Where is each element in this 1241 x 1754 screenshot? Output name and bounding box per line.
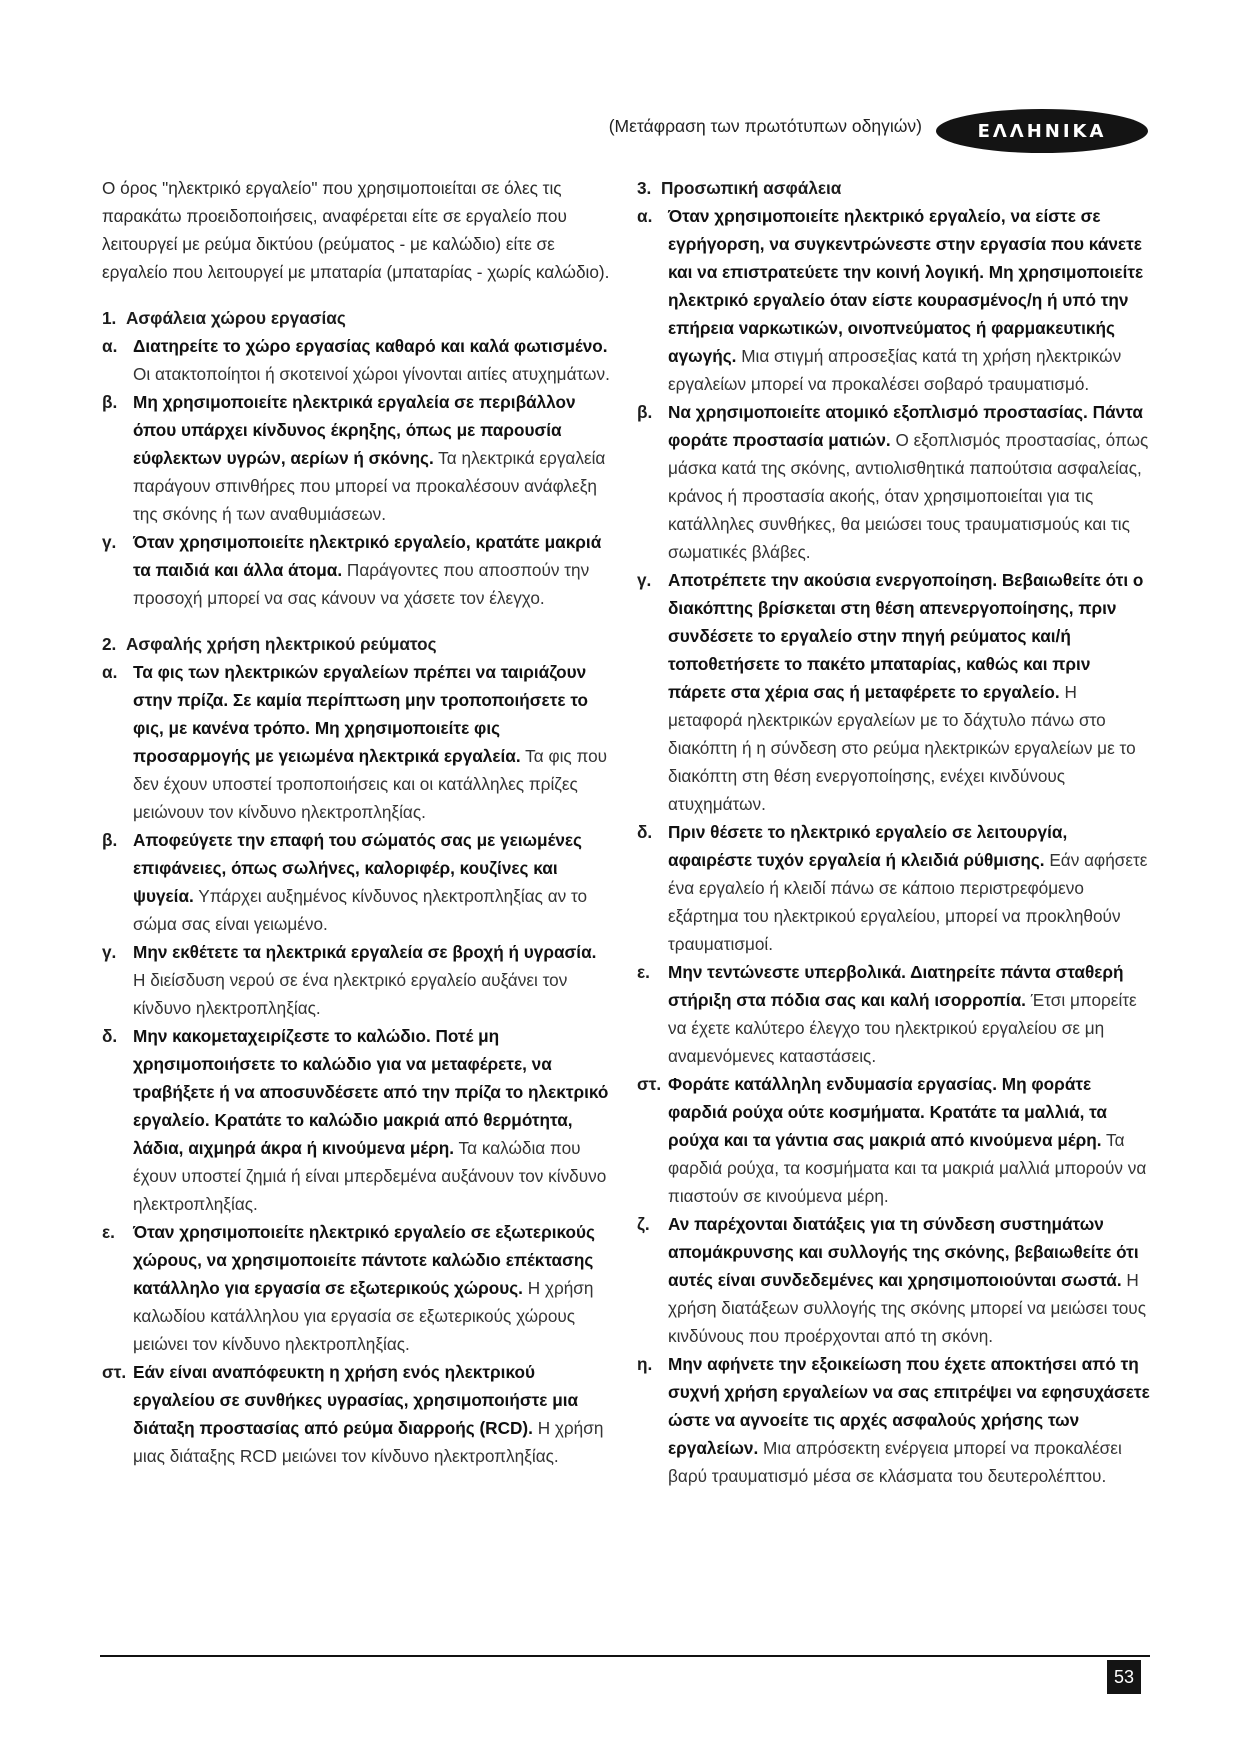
list-item: β. Να χρησιμοποιείτε ατομικό εξοπλισμό προστασίας. Πάντα φοράτε προστασία ματιών. Ο εξοπλισμός προστασίας, όπως μάσκα κατά της σκόνης, αντιολισθητικά παπούτσια ασφαλείας, κράνος ή προστασία ακοής, όταν χρησιμοποιείται για τις κατάλληλες συνθήκες, θα μειώσει τους τραυματισμούς και τις σωματικές βλάβες.: [637, 402, 1149, 562]
section-title: 2. Ασφαλής χρήση ηλεκτρικού ρεύματος: [102, 634, 437, 654]
translation-note: (Μετάφραση των πρωτότυπων οδηγιών): [608, 116, 922, 136]
right-column: [637, 174, 1152, 1490]
intro-paragraph: Ο όρος "ηλεκτρικό εργαλείο" που χρησιμοποιείται σε όλες τις παρακάτω προειδοποιήσεις, αναφέρεται είτε σε εργαλείο που λειτουργεί με ρεύμα δικτύου (ρεύματος - με καλώδιο) είτε σε εργαλείο που λειτουργεί με μπαταρία (μπαταρίας - χωρίς καλώδιο).: [102, 178, 610, 282]
list-item: γ. Αποτρέπετε την ακούσια ενεργοποίηση. Βεβαιωθείτε ότι ο διακόπτης βρίσκεται στη θέση απενεργοποίησης, πριν συνδέσετε το εργαλείο στην πηγή ρεύματος και/ή τοποθετήσετε το πακέτο μπαταρίας, καθώς και πριν πάρετε στα χέρια σας ή μεταφέρετε το εργαλείο. Η μεταφορά ηλεκτρικών εργαλείων με το δάχτυλο πάνω στο διακόπτη ή η σύνδεση στο ρεύμα ηλεκτρικών εργαλείων με το διακόπτη στη θέση ενεργοποίησης, ενέχει κινδύνους ατυχημάτων.: [637, 570, 1144, 814]
page-number: 53: [1107, 1660, 1141, 1694]
list-item: γ. Μην εκθέτετε τα ηλεκτρικά εργαλεία σε βροχή ή υγρασία. Η διείσδυση νερού σε ένα ηλεκτρικό εργαλείο αυξάνει τον κίνδυνο ηλεκτροπληξίας.: [102, 942, 597, 1018]
list-item: ε. Όταν χρησιμοποιείτε ηλεκτρικό εργαλείο σε εξωτερικούς χώρους, να χρησιμοποιείτε πάντοτε καλώδιο επέκτασης κατάλληλο για εργασία σε εξωτερικούς χώρους. Η χρήση καλωδίου κατάλληλου για εργασία σε εξωτερικούς χώρους μειώνει τον κίνδυνο ηλεκτροπληξίας.: [102, 1222, 595, 1354]
list-item: δ. Πριν θέσετε το ηλεκτρικό εργαλείο σε λειτουργία, αφαιρέστε τυχόν εργαλεία ή κλειδιά ρύθμισης. Εάν αφήσετε ένα εργαλείο ή κλειδί πάνω σε κάποιο περιστρεφόμενο εξάρτημα του ηλεκτρικού εργαλείου, μπορεί να προκληθούν τραυματισμοί.: [637, 822, 1148, 954]
section-title: 3. Προσωπική ασφάλεια: [637, 178, 842, 198]
list-item: η. Μην αφήνετε την εξοικείωση που έχετε αποκτήσει από τη συχνή χρήση εργαλείων να σας επιτρέψει να εφησυχάσετε ώστε να αγνοείτε τις αρχές ασφαλούς χρήσης των εργαλείων. Μια απρόσεκτη ενέργεια μπορεί να προκαλέσει βαρύ τραυματισμό μέσα σε κλάσματα του δευτερολέπτου.: [637, 1354, 1150, 1486]
left-column: [102, 174, 610, 1470]
list-item: ε. Μην τεντώνεστε υπερβολικά. Διατηρείτε πάντα σταθερή στήριξη στα πόδια σας και καλή ισορροπία. Έτσι μπορείτε να έχετε καλύτερο έλεγχο του ηλεκτρικού εργαλείου σε μη αναμενόμενες καταστάσεις.: [637, 962, 1137, 1066]
language-badge: ΕΛΛΗΝΙΚΑ: [936, 109, 1148, 153]
section-work-area: [102, 304, 610, 612]
section-personal-safety: [637, 174, 1152, 1490]
list-item: ζ. Αν παρέχονται διατάξεις για τη σύνδεση συστημάτων απομάκρυνσης και συλλογής της σκόνης, βεβαιωθείτε ότι αυτές είναι συνδεδεμένες και χρησιμοποιούνται σωστά. Η χρήση διατάξεων συλλογής της σκόνης μπορεί να μειώσει τους κινδύνους που προέρχονται από τη σκόνη.: [637, 1214, 1146, 1346]
footer-divider: [100, 1655, 1150, 1657]
list-item: β. Αποφεύγετε την επαφή του σώματός σας με γειωμένες επιφάνειες, όπως σωλήνες, καλοριφέρ, κουζίνες και ψυγεία. Υπάρχει αυξημένος κίνδυνος ηλεκτροπληξίας αν το σώμα σας είναι γειωμένο.: [102, 830, 588, 934]
list-item: α. Όταν χρησιμοποιείτε ηλεκτρικό εργαλείο, να είστε σε εγρήγορση, να συγκεντρώνεστε στην εργασία που κάνετε και να επιστρατεύετε την κοινή λογική. Μη χρησιμοποιείτε ηλεκτρικό εργαλείο όταν είστε κουρασμένος/η ή υπό την επήρεια ναρκωτικών, οινοπνεύματος ή φαρμακευτικής αγωγής. Μια στιγμή απροσεξίας κατά τη χρήση ηλεκτρικών εργαλείων μπορεί να προκαλέσει σοβαρό τραυματισμό.: [637, 206, 1144, 394]
list-item: β. Μη χρησιμοποιείτε ηλεκτρικά εργαλεία σε περιβάλλον όπου υπάρχει κίνδυνος έκρηξης, όπως με παρουσία εύφλεκτων υγρών, αερίων ή σκόνης. Τα ηλεκτρικά εργαλεία παράγουν σπινθήρες που μπορεί να προκαλέσουν ανάφλεξη της σκόνης ή των αναθυμιάσεων.: [102, 392, 606, 524]
list-item: στ. Φοράτε κατάλληλη ενδυμασία εργασίας. Μη φοράτε φαρδιά ρούχα ούτε κοσμήματα. Κρατάτε τα μαλλιά, τα ρούχα και τα γάντια σας μακριά από κινούμενα μέρη. Τα φαρδιά ρούχα, τα κοσμήματα και τα μακριά μαλλιά μπορούν να πιαστούν σε κινούμενα μέρη.: [637, 1074, 1147, 1206]
list-item: α. Διατηρείτε το χώρο εργασίας καθαρό και καλά φωτισμένο. Οι ατακτοποίητοι ή σκοτεινοί χώροι γίνονται αιτίες ατυχημάτων.: [102, 336, 610, 384]
list-item: δ. Μην κακομεταχειρίζεστε το καλώδιο. Ποτέ μη χρησιμοποιήσετε το καλώδιο για να μεταφέρετε, να τραβήξετε ή να αποσυνδέσετε από την πρίζα το ηλεκτρικό εργαλείο. Κρατάτε το καλώδιο μακριά από θερμότητα, λάδια, αιχμηρά άκρα ή κινούμενα μέρη. Τα καλώδια που έχουν υποστεί ζημιά ή είναι μπερδεμένα αυξάνουν τον κίνδυνο ηλεκτροπληξίας.: [102, 1026, 609, 1214]
list-item: στ. Εάν είναι αναπόφευκτη η χρήση ενός ηλεκτρικού εργαλείου σε συνθήκες υγρασίας, χρησιμοποιήστε μια διάταξη προστασίας από ρεύμα διαρροής (RCD). Η χρήση μιας διάταξης RCD μειώνει τον κίνδυνο ηλεκτροπληξίας.: [102, 1362, 604, 1466]
list-item: α. Τα φις των ηλεκτρικών εργαλείων πρέπει να ταιριάζουν στην πρίζα. Σε καμία περίπτωση μην τροποποιήσετε το φις, με κανένα τρόπο. Μη χρησιμοποιείτε φις προσαρμογής με γειωμένα ηλεκτρικά εργαλεία. Τα φις που δεν έχουν υποστεί τροποποιήσεις και οι κατάλληλες πρίζες μειώνουν τον κίνδυνο ηλεκτροπληξίας.: [102, 662, 608, 822]
section-title: 1. Ασφάλεια χώρου εργασίας: [102, 308, 346, 328]
list-item: γ. Όταν χρησιμοποιείτε ηλεκτρικό εργαλείο, κρατάτε μακριά τα παιδιά και άλλα άτομα. Παράγοντες που αποσπούν την προσοχή μπορεί να σας κάνουν να χάσετε τον έλεγχο.: [102, 532, 602, 608]
section-electrical-safety: [102, 630, 610, 1470]
